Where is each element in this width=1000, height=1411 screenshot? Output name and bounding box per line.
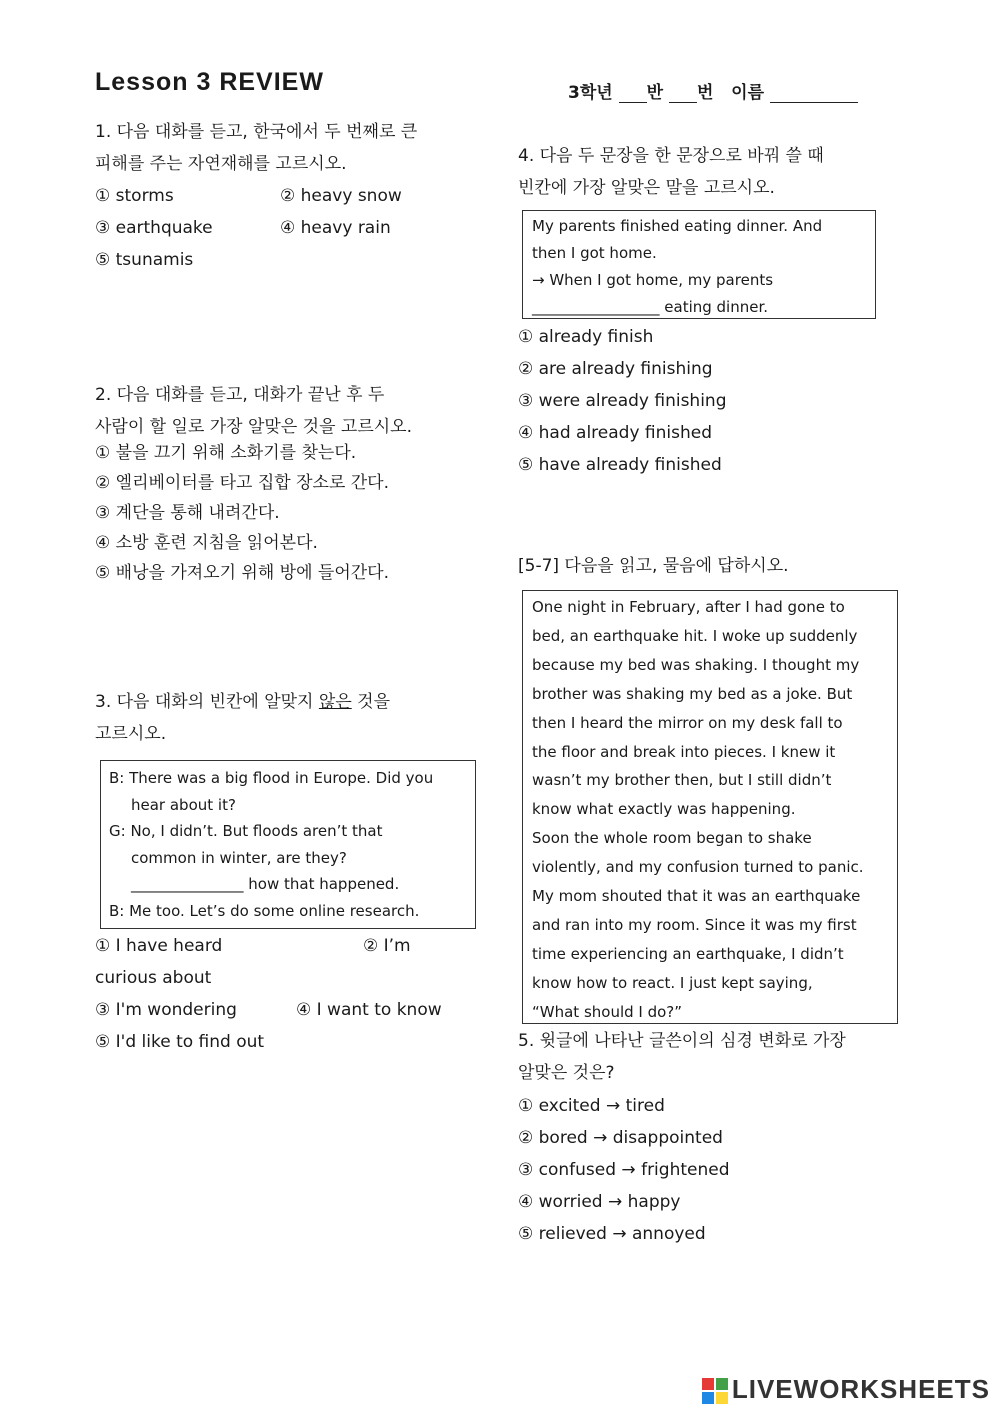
box-line: → When I got home, my parents [532,271,774,289]
passage-line: violently, and my confusion turned to panic. [532,858,864,877]
q4-option-5[interactable]: ⑤ have already finished [518,455,722,475]
q2-option-1[interactable]: ① 불을 끄기 위해 소화기를 찾는다. [95,443,357,463]
q3-prompt [95,686,390,750]
q4-options [518,321,727,481]
q3-option-4[interactable]: ④ I want to know [296,1000,442,1020]
passage-line: Soon the whole room began to shake [532,829,812,848]
q5-option-5[interactable]: ⑤ relieved → annoyed [518,1224,706,1244]
q5-prompt [518,1025,846,1089]
passage-line: My mom shouted that it was an earthquake [532,887,861,906]
q3-option-2-cont[interactable]: curious about [95,968,212,988]
q5-options [518,1090,730,1250]
q5-option-4[interactable]: ④ worried → happy [518,1192,681,1212]
q4-line2: 빈칸에 가장 알맞은 말을 고르시오. [518,178,775,198]
q4-option-3[interactable]: ③ were already finishing [518,391,727,411]
grade-label: 3학년 [568,83,613,103]
q2-option-4[interactable]: ④ 소방 훈련 지침을 읽어본다. [95,533,318,553]
q2-option-2[interactable]: ② 엘리베이터를 타고 집합 장소로 간다. [95,473,389,493]
page-title: Lesson 3 REVIEW [95,68,324,96]
q4-prompt [518,140,824,204]
q5-option-2[interactable]: ② bored → disappointed [518,1128,723,1148]
passage-line: “What should I do?” [532,1002,683,1021]
box-blank-line: _________________ eating dinner. [532,298,769,316]
q3-option-1[interactable]: ① I have heard [95,936,223,956]
dialog-line: B: Me too. Let’s do some online research. [109,901,420,920]
q5-line1: 5. 윗글에 나타난 글쓴이의 심경 변화로 가장 [518,1031,846,1051]
passage-line: know how to react. I just kept saying, [532,973,813,992]
q3-dialog-box [100,760,476,929]
name-label: 이름 [731,83,765,103]
passage-line: bed, an earthquake hit. I woke up suddenly [532,626,858,645]
class-blank[interactable] [619,86,647,103]
dialog-line: G: No, I didn’t. But floods aren’t that [109,822,383,840]
q4-option-1[interactable]: ① already finish [518,327,654,347]
q3-line1: 3. 다음 대화의 빈칸에 알맞지 않은 것을 [95,692,390,712]
q3-line2: 고르시오. [95,724,167,744]
q2-line1: 2. 다음 대화를 듣고, 대화가 끝난 후 두 [95,385,385,405]
passage-line: and ran into my room. Since it was my first [532,915,857,934]
dialog-blank-line: _______________ how that happened. [131,875,400,893]
dialog-line: B: There was a big flood in Europe. Did you [109,769,434,787]
passage-instruction: [5-7] 다음을 읽고, 물음에 답하시오. [518,556,789,576]
q5-line2: 알맞은 것은? [518,1063,615,1083]
q1-option-4[interactable]: ④ heavy rain [280,218,391,238]
liveworksheets-logo-icon [702,1378,728,1404]
q3-option-5[interactable]: ⑤ I'd like to find out [95,1032,265,1052]
q2-line2: 사람이 할 일로 가장 알맞은 것을 고르시오. [95,417,413,437]
passage-line: because my bed was shaking. I thought my [532,655,860,674]
dialog-line: common in winter, are they? [131,848,347,867]
q1-prompt [95,116,417,180]
passage-line: know what exactly was happening. [532,800,796,819]
q4-line1: 4. 다음 두 문장을 한 문장으로 바꿔 쓸 때 [518,146,824,166]
q1-line1: 1. 다음 대화를 듣고, 한국에서 두 번째로 큰 [95,122,418,142]
passage-line: then I heard the mirror on my desk fall to [532,713,843,732]
passage-line: the floor and break into pieces. I knew it [532,742,836,761]
class-label: 반 [646,83,664,103]
passage-line: time experiencing an earthquake, I didn’t [532,944,844,963]
q4-sentence-box [522,210,876,319]
passage-line: wasn’t my brother then, but I still didn’t [532,771,832,790]
brand-watermark: LIVEWORKSHEETS [731,1374,990,1404]
passage-box [522,590,898,1024]
q1-option-1[interactable]: ① storms [95,186,174,206]
q3-option-2[interactable]: ② I’m [363,936,411,956]
box-line: My parents finished eating dinner. And [532,217,823,235]
q5-option-3[interactable]: ③ confused → frightened [518,1160,730,1180]
q3-option-3[interactable]: ③ I'm wondering [95,1000,237,1020]
passage-line: One night in February, after I had gone to [532,598,845,616]
student-info [568,78,858,103]
q5-option-1[interactable]: ① excited → tired [518,1096,665,1116]
q2-option-3[interactable]: ③ 계단을 통해 내려간다. [95,503,280,523]
q4-option-4[interactable]: ④ had already finished [518,423,713,443]
number-label: 번 [696,83,714,103]
q3-underlined-word: 않은 [318,692,352,712]
q1-option-2[interactable]: ② heavy snow [280,186,402,206]
name-blank[interactable] [770,86,858,103]
q4-option-2[interactable]: ② are already finishing [518,359,713,379]
q1-line2: 피해를 주는 자연재해를 고르시오. [95,154,347,174]
q2-option-5[interactable]: ⑤ 배낭을 가져오기 위해 방에 들어간다. [95,563,389,583]
q1-option-3[interactable]: ③ earthquake [95,218,213,238]
passage-line: brother was shaking my bed as a joke. But [532,684,853,703]
number-blank[interactable] [669,86,697,103]
box-line: then I got home. [532,244,657,262]
q2-prompt [95,379,412,443]
q1-option-5[interactable]: ⑤ tsunamis [95,250,194,270]
dialog-line: hear about it? [131,795,236,814]
q2-options [95,438,389,588]
